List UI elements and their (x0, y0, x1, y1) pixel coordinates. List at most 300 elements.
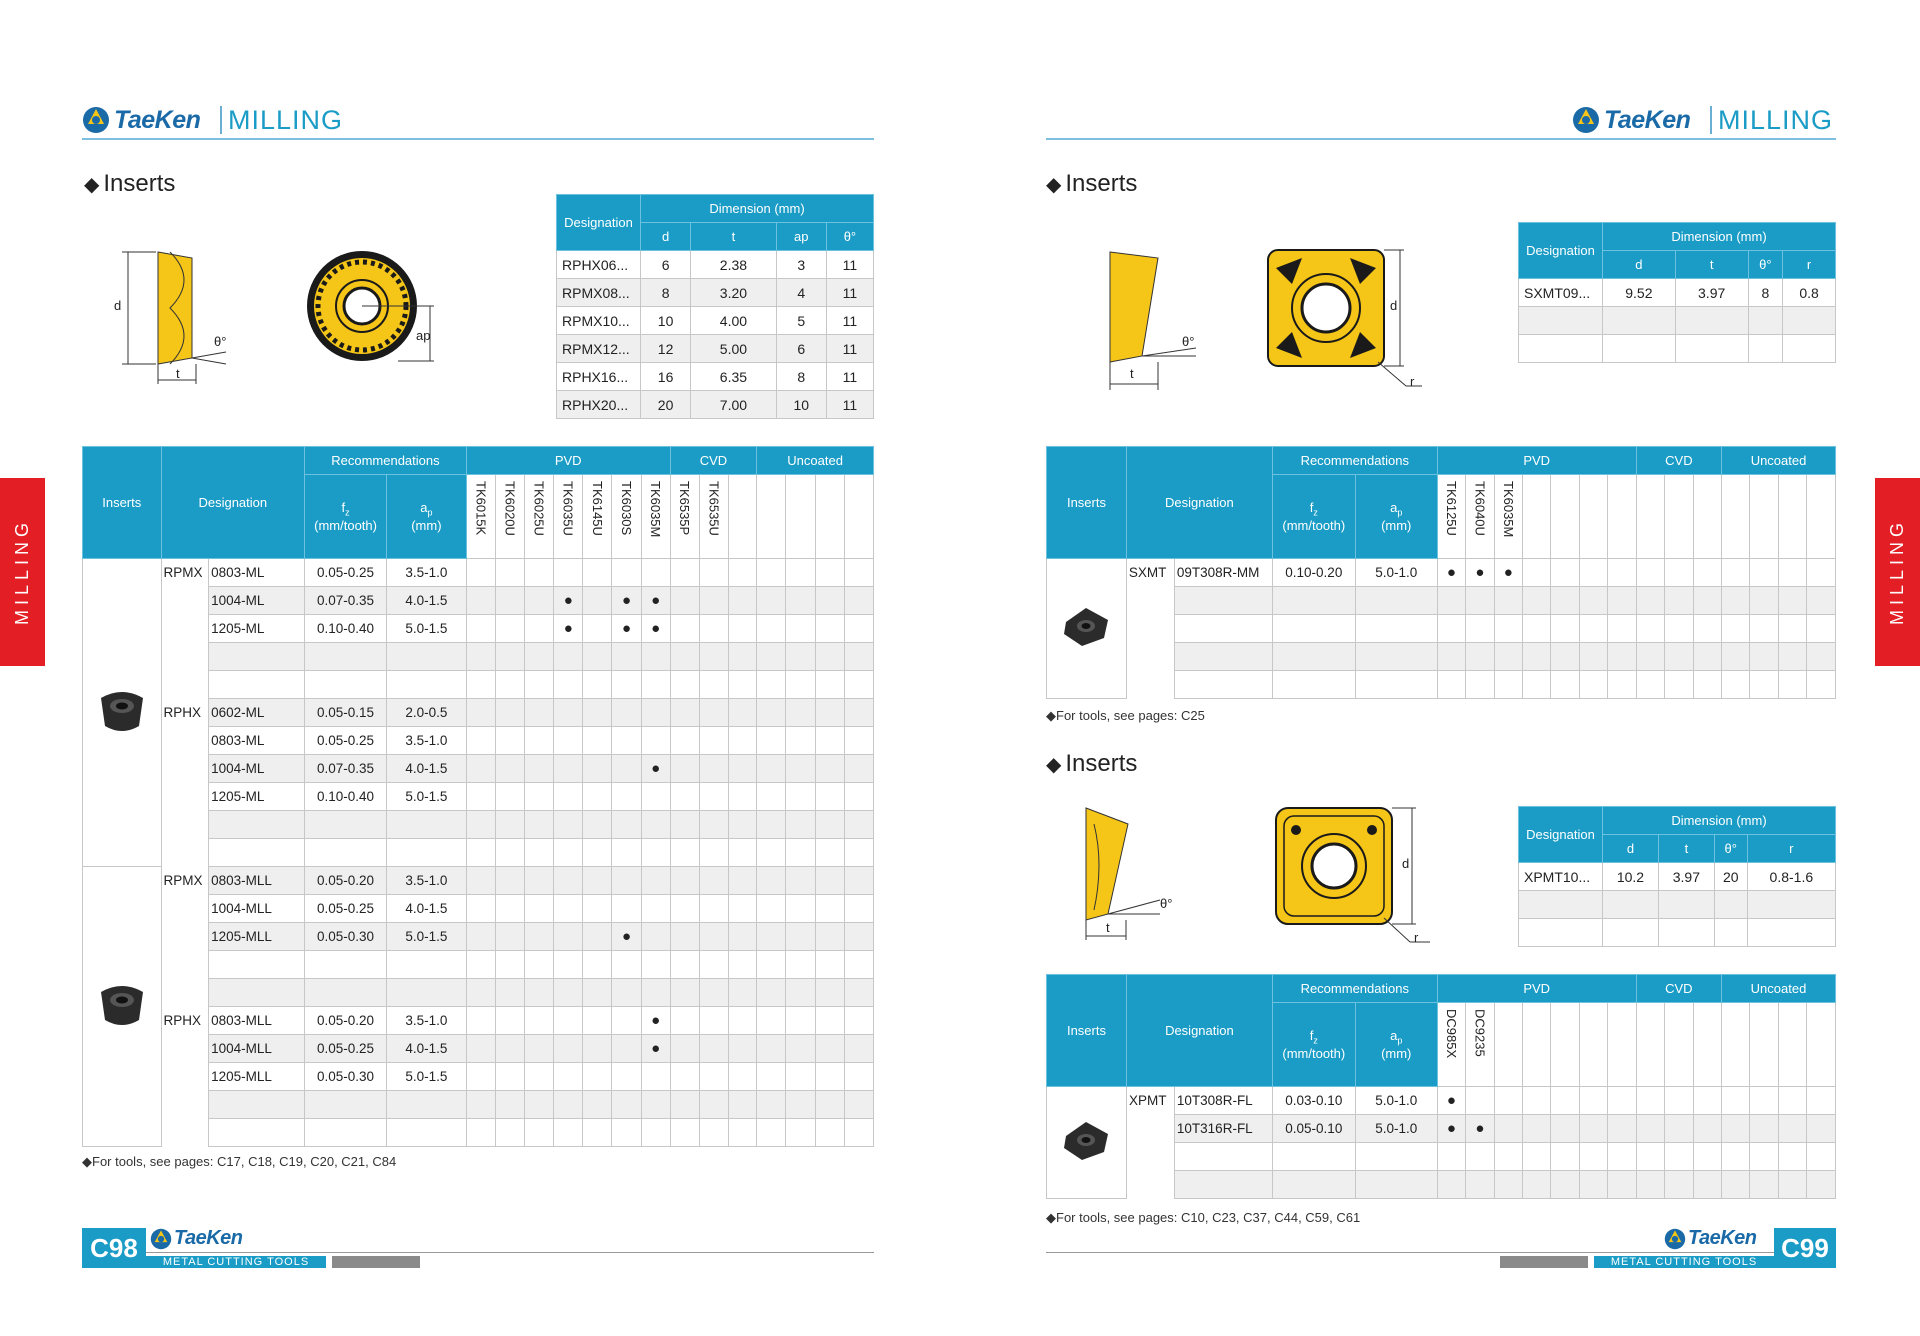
designation-prefix (161, 839, 209, 867)
fz-value (305, 1091, 387, 1119)
fz-value: 0.05-0.20 (305, 1007, 387, 1035)
grade-cell (1437, 671, 1465, 699)
fz-value (1272, 587, 1355, 615)
grade-header: DC9235 (1466, 1003, 1494, 1087)
grade-cell (786, 1119, 815, 1147)
col-ap: $a_p$ (mm) (1355, 1003, 1437, 1087)
grade-cell (728, 1007, 756, 1035)
grade-cell (844, 559, 873, 587)
table-cell: 0.8-1.6 (1747, 863, 1835, 891)
grade-cell (495, 867, 524, 895)
grade-cell (466, 1091, 495, 1119)
grade-cell (728, 1035, 756, 1063)
insert-image (83, 559, 162, 867)
grade-cell (844, 839, 873, 867)
grade-cell (525, 559, 554, 587)
grade-cell (583, 783, 612, 811)
table-row (83, 811, 874, 839)
ap-value: 5.0-1.5 (387, 923, 467, 951)
footer-logo-text: TaeKen (1688, 1227, 1757, 1249)
grade-cell (525, 1007, 554, 1035)
table-row (557, 391, 874, 419)
grade-cell (670, 727, 699, 755)
table-cell: 2.38 (691, 251, 777, 279)
fz-value (305, 811, 387, 839)
ap-value (1355, 643, 1437, 671)
grade-cell (844, 1035, 873, 1063)
table-row (1519, 863, 1836, 891)
ap-value: 4.0-1.5 (387, 895, 467, 923)
designation-prefix (161, 671, 209, 699)
footer-line (1046, 1252, 1774, 1253)
grade-cell (757, 587, 786, 615)
grade-cell (1665, 1171, 1693, 1199)
fz-value (305, 1119, 387, 1147)
grade-header: TK6040U (1466, 475, 1494, 559)
grade-cell (525, 979, 554, 1007)
grade-header: DC985X (1437, 1003, 1465, 1087)
grade-cell (728, 1063, 756, 1091)
grade-cell (525, 699, 554, 727)
grade-cell (728, 1119, 756, 1147)
grade-cell (1665, 587, 1693, 615)
fz-value: 0.05-0.30 (305, 923, 387, 951)
grade-cell (1807, 1087, 1836, 1115)
designation-prefix: RPHX (161, 1007, 209, 1035)
grade-cell (1608, 1171, 1636, 1199)
grade-cell (786, 895, 815, 923)
grade-cell (495, 727, 524, 755)
grade-cell (1807, 1115, 1836, 1143)
dim-label-theta: θ° (1182, 334, 1195, 349)
grade-cell (699, 951, 728, 979)
table-row (83, 923, 874, 951)
grade-cell (554, 951, 583, 979)
dim-label-d: d (114, 298, 122, 313)
grade-cell (699, 923, 728, 951)
grade-cell (1778, 643, 1806, 671)
grade-cell (612, 615, 641, 643)
grade-cell (641, 559, 670, 587)
grade-cell (699, 839, 728, 867)
recommended-dot: ● (621, 592, 631, 609)
grade-cell (554, 671, 583, 699)
grade-cell (728, 923, 756, 951)
grade-cell (844, 1091, 873, 1119)
designation-code (1174, 1143, 1272, 1171)
grade-cell (583, 643, 612, 671)
grade-cell (612, 811, 641, 839)
grade-cell (1807, 643, 1836, 671)
grade-cell (670, 951, 699, 979)
grade-cell (612, 895, 641, 923)
grade-cell (1466, 1087, 1494, 1115)
grade-header (1523, 1003, 1551, 1087)
grade-cell (699, 1007, 728, 1035)
grade-cell (1693, 615, 1721, 643)
fz-value: 0.05-0.30 (305, 1063, 387, 1091)
designation-prefix: RPHX (161, 699, 209, 727)
header-line (1046, 138, 1836, 140)
designation-prefix (161, 951, 209, 979)
table-row (83, 559, 874, 587)
grade-cell (1466, 671, 1494, 699)
grade-cell (757, 1007, 786, 1035)
ap-value (1355, 671, 1437, 699)
grade-cell (1608, 1115, 1636, 1143)
grade-cell (757, 979, 786, 1007)
fz-value: 0.05-0.25 (305, 895, 387, 923)
table-cell: 11 (826, 363, 873, 391)
ap-value (387, 839, 467, 867)
grade-cell (495, 755, 524, 783)
grade-header: TK6535P (670, 475, 699, 559)
grade-cell (1437, 615, 1465, 643)
col-pvd: PVD (1437, 447, 1636, 475)
recommended-dot: ● (651, 1040, 661, 1057)
grade-cell (844, 755, 873, 783)
recommended-dot: ● (563, 620, 573, 637)
grade-cell (554, 559, 583, 587)
grade-cell (699, 811, 728, 839)
grade-cell (612, 1119, 641, 1147)
ap-value (387, 1091, 467, 1119)
ap-value (1355, 615, 1437, 643)
designation-code (209, 1119, 305, 1147)
ap-value: 5.0-1.0 (1355, 1115, 1437, 1143)
grade-cell (1551, 587, 1579, 615)
ap-value (387, 979, 467, 1007)
table-cell: 11 (826, 307, 873, 335)
grade-cell (1750, 587, 1778, 615)
grade-cell (757, 867, 786, 895)
insert-image (1047, 1087, 1127, 1199)
grade-header (844, 475, 873, 559)
inserts-heading-1: ◆ Inserts (1046, 170, 1138, 197)
footer-bar: METAL CUTTING TOOLS (146, 1256, 326, 1268)
designation-code: 10T308R-FL (1174, 1087, 1272, 1115)
designation-code: 1004-MLL (209, 1035, 305, 1063)
designation-prefix (161, 755, 209, 783)
fz-value: 0.10-0.20 (1272, 559, 1355, 587)
grade-header: TK6035U (554, 475, 583, 559)
table-cell: RPHX16... (557, 363, 641, 391)
col-recommendations: Recommendations (1272, 975, 1437, 1003)
grade-cell (495, 783, 524, 811)
grade-cell (466, 671, 495, 699)
table-row (1047, 559, 1836, 587)
ap-value (1355, 1143, 1437, 1171)
grade-cell (1494, 1115, 1522, 1143)
table-row (83, 671, 874, 699)
grade-cell (525, 811, 554, 839)
grade-cell (786, 783, 815, 811)
col-pvd: PVD (1437, 975, 1636, 1003)
grade-cell (1722, 643, 1750, 671)
grade-cell (815, 1007, 844, 1035)
grade-cell (525, 587, 554, 615)
grade-cell (1523, 1171, 1551, 1199)
grade-cell (525, 755, 554, 783)
grade-cell (495, 699, 524, 727)
grade-cell (641, 727, 670, 755)
table-cell: 20 (1714, 863, 1747, 891)
designation-prefix (161, 1035, 209, 1063)
grade-cell (728, 1091, 756, 1119)
grade-cell (1665, 1087, 1693, 1115)
designation-code (209, 671, 305, 699)
table-row (83, 1091, 874, 1119)
designation-code: 1205-MLL (209, 923, 305, 951)
grade-cell (670, 783, 699, 811)
ap-value (1355, 1171, 1437, 1199)
grade-cell (670, 1007, 699, 1035)
grade-cell (1807, 587, 1836, 615)
grade-cell (525, 867, 554, 895)
grade-cell (641, 951, 670, 979)
diamond-icon: ◆ (1046, 174, 1062, 196)
col-inserts: Inserts (1047, 975, 1127, 1087)
grade-cell (1636, 1087, 1664, 1115)
grade-cell (583, 867, 612, 895)
grade-cell (612, 755, 641, 783)
table-cell: 3.97 (1675, 279, 1748, 307)
dim-label-theta: θ° (214, 334, 227, 349)
grade-cell (1750, 1115, 1778, 1143)
grade-cell (1693, 1115, 1721, 1143)
grade-cell (786, 839, 815, 867)
grade-cell (815, 643, 844, 671)
grade-cell (1551, 615, 1579, 643)
col-inserts: Inserts (1047, 447, 1127, 559)
table-row (1519, 279, 1836, 307)
table-cell: 8 (776, 363, 826, 391)
grade-cell (641, 699, 670, 727)
grade-cell (554, 979, 583, 1007)
grade-cell (1551, 1115, 1579, 1143)
grade-cell (786, 671, 815, 699)
fz-value: 0.07-0.35 (305, 587, 387, 615)
grade-cell (612, 839, 641, 867)
table-row (1047, 615, 1836, 643)
grade-cell (554, 867, 583, 895)
table-cell (1783, 307, 1836, 335)
dim-label-t: t (1106, 920, 1110, 935)
table-cell: 6.35 (691, 363, 777, 391)
grade-cell (757, 1035, 786, 1063)
dim-label-r: r (1414, 930, 1419, 945)
dim-col-header: t (691, 223, 777, 251)
grade-cell (1778, 559, 1806, 587)
grade-cell (1722, 1115, 1750, 1143)
grade-cell (844, 811, 873, 839)
fz-value (305, 979, 387, 1007)
grade-cell (670, 867, 699, 895)
grade-cell (670, 839, 699, 867)
grade-cell (466, 755, 495, 783)
rp-insert-top-diagram (300, 248, 440, 368)
grade-cell (1523, 1143, 1551, 1171)
table-row (83, 1007, 874, 1035)
grade-cell (612, 867, 641, 895)
grade-cell (757, 1091, 786, 1119)
table-row (1047, 1087, 1836, 1115)
grade-cell (1636, 671, 1664, 699)
grade-cell (699, 699, 728, 727)
grade-cell (1579, 1171, 1607, 1199)
ap-value: 3.5-1.0 (387, 867, 467, 895)
grade-cell (670, 559, 699, 587)
ap-value (1355, 587, 1437, 615)
table-cell: 4.00 (691, 307, 777, 335)
header-divider (220, 106, 222, 134)
grade-cell (1750, 615, 1778, 643)
grade-cell (1750, 671, 1778, 699)
grade-cell (1551, 1171, 1579, 1199)
grade-cell (728, 755, 756, 783)
grade-cell (583, 587, 612, 615)
table-cell (1675, 307, 1748, 335)
grade-cell (699, 979, 728, 1007)
left-side-tab: MILLING (0, 478, 45, 666)
grade-cell (1551, 1143, 1579, 1171)
grade-cell (466, 951, 495, 979)
grade-cell (612, 559, 641, 587)
grade-cell (699, 755, 728, 783)
grade-cell (1551, 559, 1579, 587)
grade-cell (525, 1035, 554, 1063)
grade-cell (612, 587, 641, 615)
grade-cell (583, 1119, 612, 1147)
grade-cell (815, 1063, 844, 1091)
right-header (1572, 104, 1836, 140)
col-designation: Designation (161, 447, 305, 559)
designation-prefix (161, 783, 209, 811)
grade-cell (699, 1119, 728, 1147)
designation-code: 0803-MLL (209, 867, 305, 895)
grade-cell (641, 1119, 670, 1147)
grade-cell (1579, 671, 1607, 699)
col-uncoated: Uncoated (757, 447, 874, 475)
ap-value: 3.5-1.0 (387, 559, 467, 587)
grade-cell (583, 951, 612, 979)
recommended-dot: ● (1446, 564, 1456, 581)
grade-cell (1750, 643, 1778, 671)
grade-cell (757, 811, 786, 839)
grade-cell (495, 1063, 524, 1091)
table-row (557, 307, 874, 335)
table-cell (1519, 307, 1603, 335)
table-cell: RPHX06... (557, 251, 641, 279)
grade-cell (1665, 1143, 1693, 1171)
dim-label-t: t (1130, 366, 1134, 381)
table-row (83, 867, 874, 895)
designation-prefix (161, 727, 209, 755)
table-row (83, 783, 874, 811)
grade-cell (815, 951, 844, 979)
grade-cell (641, 1091, 670, 1119)
designation-prefix (161, 895, 209, 923)
table-cell: 9.52 (1603, 279, 1676, 307)
grade-header: TK6535U (699, 475, 728, 559)
grade-cell (699, 1035, 728, 1063)
table-cell: 3.20 (691, 279, 777, 307)
grade-header: TK6030S (612, 475, 641, 559)
fz-value (1272, 1143, 1355, 1171)
grade-header: TK6145U (583, 475, 612, 559)
grade-cell (1579, 643, 1607, 671)
recommended-dot: ● (1446, 1120, 1456, 1137)
fz-value (305, 643, 387, 671)
col-fz: $f_z$ (mm/tooth) (305, 475, 387, 559)
grade-header (1494, 1003, 1522, 1087)
grade-cell (728, 671, 756, 699)
grade-cell (1579, 1087, 1607, 1115)
table-cell (1675, 335, 1748, 363)
grade-cell (815, 923, 844, 951)
table-row (1047, 1143, 1836, 1171)
fz-value: 0.10-0.40 (305, 615, 387, 643)
grade-cell (641, 895, 670, 923)
table-row (1047, 643, 1836, 671)
grade-cell (844, 643, 873, 671)
table-row (83, 951, 874, 979)
grade-cell (466, 979, 495, 1007)
recommended-dot: ● (651, 592, 661, 609)
designation-prefix (161, 979, 209, 1007)
grade-cell (612, 1063, 641, 1091)
fz-value: 0.05-0.10 (1272, 1115, 1355, 1143)
left-recommendation-table (82, 446, 874, 1147)
dim-col-header: d (641, 223, 691, 251)
table-cell: XPMT10... (1519, 863, 1603, 891)
grade-cell (786, 1063, 815, 1091)
grade-cell (1693, 1087, 1721, 1115)
grade-cell (1523, 587, 1551, 615)
table-cell (1714, 891, 1747, 919)
grade-cell (466, 1063, 495, 1091)
table-row (83, 839, 874, 867)
page-number: C98 (82, 1228, 146, 1268)
dim-col-header: ap (776, 223, 826, 251)
grade-cell (1551, 643, 1579, 671)
grade-cell (466, 923, 495, 951)
col-designation: Designation (1126, 975, 1272, 1087)
grade-cell (1807, 559, 1836, 587)
logo-text: TaeKen (1604, 106, 1691, 134)
grade-cell (495, 979, 524, 1007)
grade-cell (1608, 559, 1636, 587)
grade-cell (612, 727, 641, 755)
grade-cell (1636, 1143, 1664, 1171)
footer-line (146, 1252, 874, 1253)
grade-cell (1636, 587, 1664, 615)
col-cvd: CVD (670, 447, 757, 475)
grade-cell (495, 587, 524, 615)
grade-cell (786, 727, 815, 755)
left-tools-note: ◆For tools, see pages: C17, C18, C19, C20, C21, C84 (82, 1154, 397, 1169)
footer-bar: METAL CUTTING TOOLS (1594, 1256, 1774, 1268)
grade-cell (641, 979, 670, 1007)
table-cell: 3.97 (1658, 863, 1714, 891)
grade-cell (612, 783, 641, 811)
grade-cell (612, 1035, 641, 1063)
diamond-icon: ◆ (1046, 754, 1062, 776)
grade-cell (1665, 1115, 1693, 1143)
grade-header: TK6020U (495, 475, 524, 559)
designation-prefix (1126, 587, 1174, 615)
fz-value (1272, 643, 1355, 671)
